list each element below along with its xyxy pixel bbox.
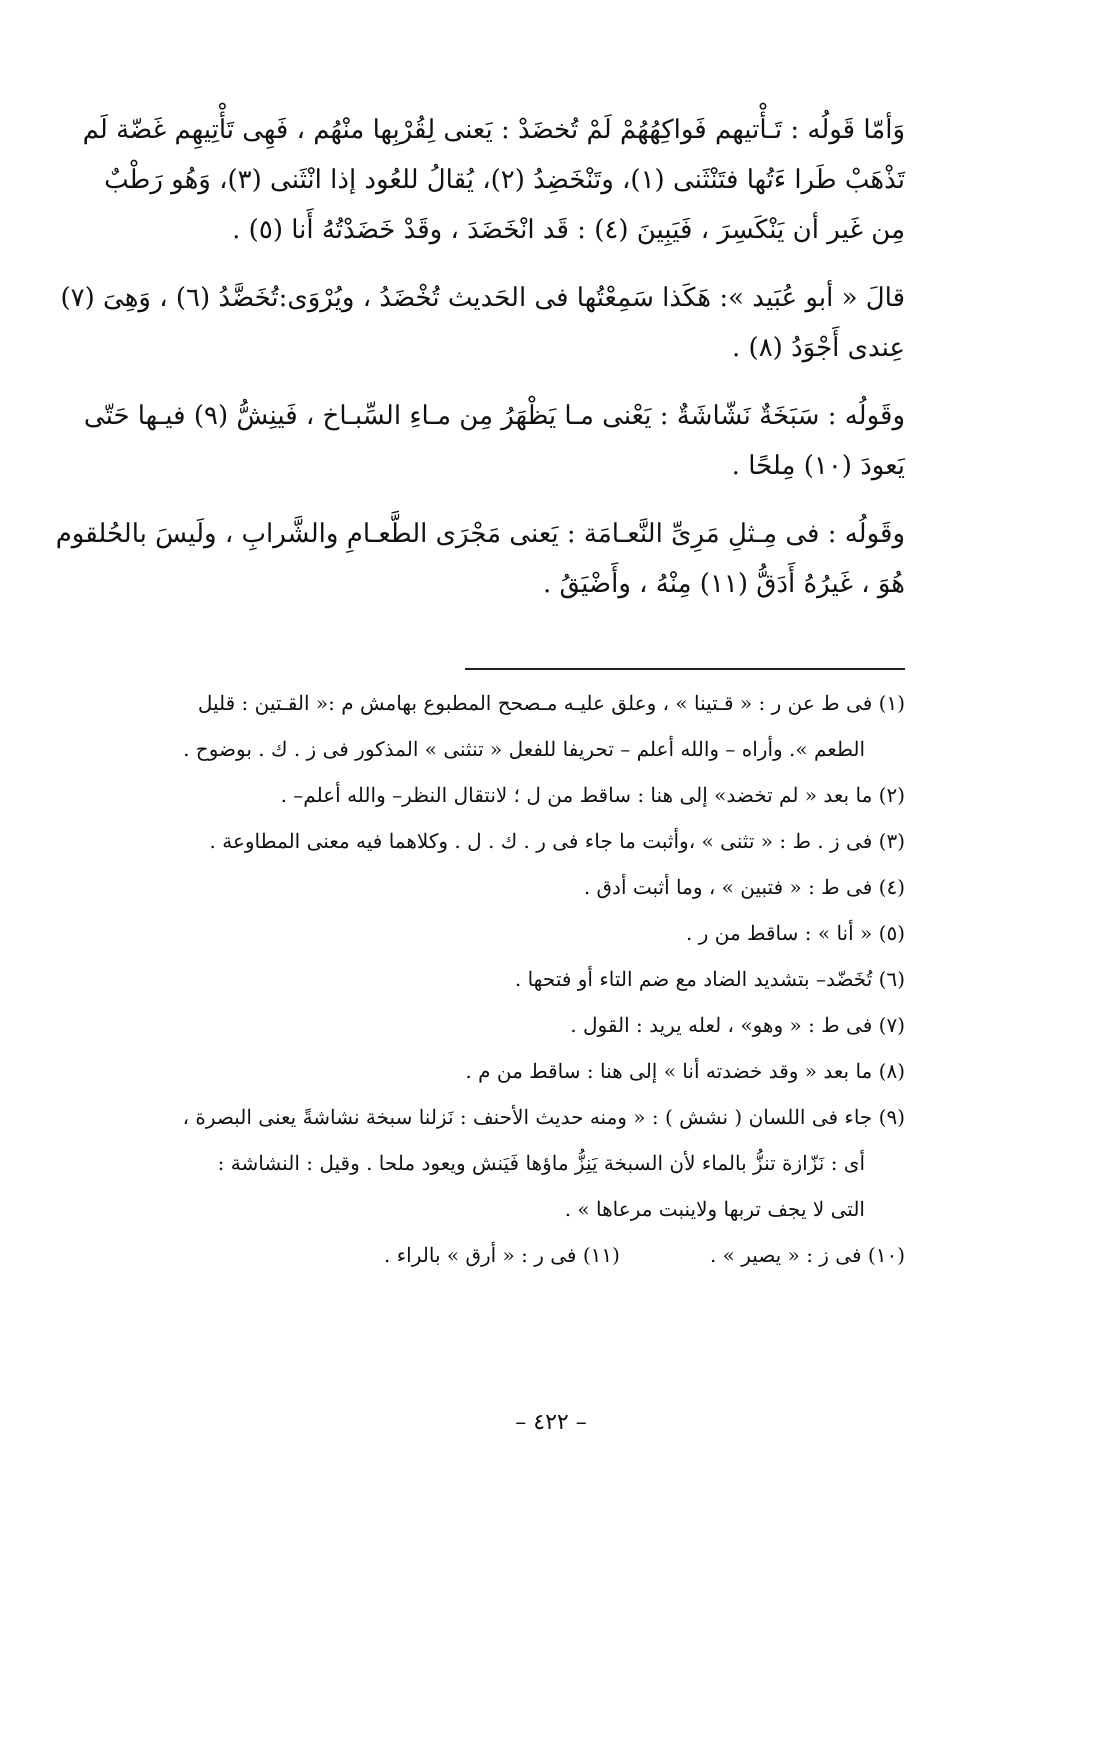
footnote-line: (٧) فى ط : « وهو» ، لعله يريد : القول . [570, 1013, 905, 1037]
main-text-line: قالَ « أبو عُبَيد »: هَكَذا سَمِعْتُها فى الحَديث تُخْضَدُ ، ويُرْوَى:تُخَضَّدُ (٦) ، وَهِىَ (٧) [60, 283, 905, 313]
footnote-line: (٢) ما بعد « لم تخضد» إلى هنا : ساقط من ل ؛ لانتقال النظر– والله أعلم– . [280, 783, 905, 807]
main-text-line: وقَولُه : فى مِـثلِ مَرِىِّ النَّعـامَة : يَعنى مَجْرَى الطَّعـامِ والشَّرابِ ، ولَيسَ بالحُلقوم [55, 519, 905, 549]
footnote-line: (٥) « أنا » : ساقط من ر . [685, 921, 905, 945]
paragraph-gap [105, 491, 905, 509]
footnote-separator [465, 668, 905, 670]
footnote-10: (١٠) فى ز : « يصير » . [709, 1243, 905, 1267]
main-text-line: وَأمّا قَولُه : تَـأْتيهم فَواكِهُهُمْ لَمْ تُخضَدْ : يَعنى لِقُرْبِها منْهُم ، فَهِى تَأْتِيهِم غَضّة لَم [82, 115, 905, 145]
main-text-line: مِن غَير أن يَنْكَسِرَ ، فَيَبِينَ (٤) : قَد انْخَضَدَ ، وقَدْ خَضَدْتُهُ أَنا (٥) . [232, 215, 905, 245]
main-text-line: عِندى أَجْوَدُ (٨) . [732, 333, 905, 363]
footnote-line: (٨) ما بعد « وقد خضدته أنا » إلى هنا : ساقط من م . [465, 1059, 905, 1083]
footnote-line: (٦) تُخَضّد– بتشديد الضاد مع ضم التاء أو فتحها . [514, 967, 905, 991]
page-number: – ٤٢٢ – [515, 1410, 587, 1435]
footnote-line: (٤) فى ط : « فتبين » ، وما أثبت أدق . [583, 875, 905, 899]
footnote-pair-row [105, 1232, 905, 1278]
footnote-11: (١١) فى ر : « أرق » بالراء . [384, 1243, 620, 1267]
paragraph-gap [105, 373, 905, 391]
footnotes [105, 680, 905, 1278]
main-text [55, 105, 905, 609]
main-text-line: يَعودَ (١٠) مِلحًا . [731, 451, 905, 481]
footnote-line: الطعم ». وأراه – والله أعلم – تحريفا للفعل « تنثنى » المذكور فى ز . ك . بوضوح . [183, 737, 865, 761]
footnote-line: (١) فى ط عن ر : « قـتينا » ، وعلق عليـه مـصحح المطبوع بهامش م :« القـتين : قليل [197, 691, 905, 715]
footnote-line: التى لا يجف تربها ولاينبت مرعاها » . [564, 1197, 865, 1221]
footnote-line: أى : نَزّازة تنزُّ بالماء لأن السبخة يَنِزُّ ماؤها فَيَنش ويعود ملحا . وقيل : النشاشة : [217, 1151, 865, 1175]
main-text-line: وقَولُه : سَبَخَةٌ نَشّاشَةٌ : يَعْنى مـا يَظْهَرُ مِن مـاءِ السِّبـاخ ، فَينِشُّ (٩) فيـها حَتّى [83, 401, 905, 431]
main-text-line: هُوَ ، غَيرُهُ أَدَقُّ (١١) مِنْهُ ، وأَضْيَقُ . [542, 569, 905, 599]
footnote-line: (٣) فى ز . ط : « تثنى » ،وأثبت ما جاء فى ر . ك . ل . وكلاهما فيه معنى المطاوعة . [209, 829, 905, 853]
paragraph-gap [105, 255, 905, 273]
footnote-line: (٩) جاء فى اللسان ( نشش ) : « ومنه حديث الأحنف : نَزلنا سبخة نشاشةً يعنى البصرة ، [182, 1105, 905, 1129]
main-text-line: تَذْهَبْ طَرا ءَتُها فتَنْثَنى (١)، وتَنْخَضِدُ (٢)، يُقالُ للعُود إذا انْثَنى (٣)، وَهُو رَطْبٌ [104, 165, 905, 195]
